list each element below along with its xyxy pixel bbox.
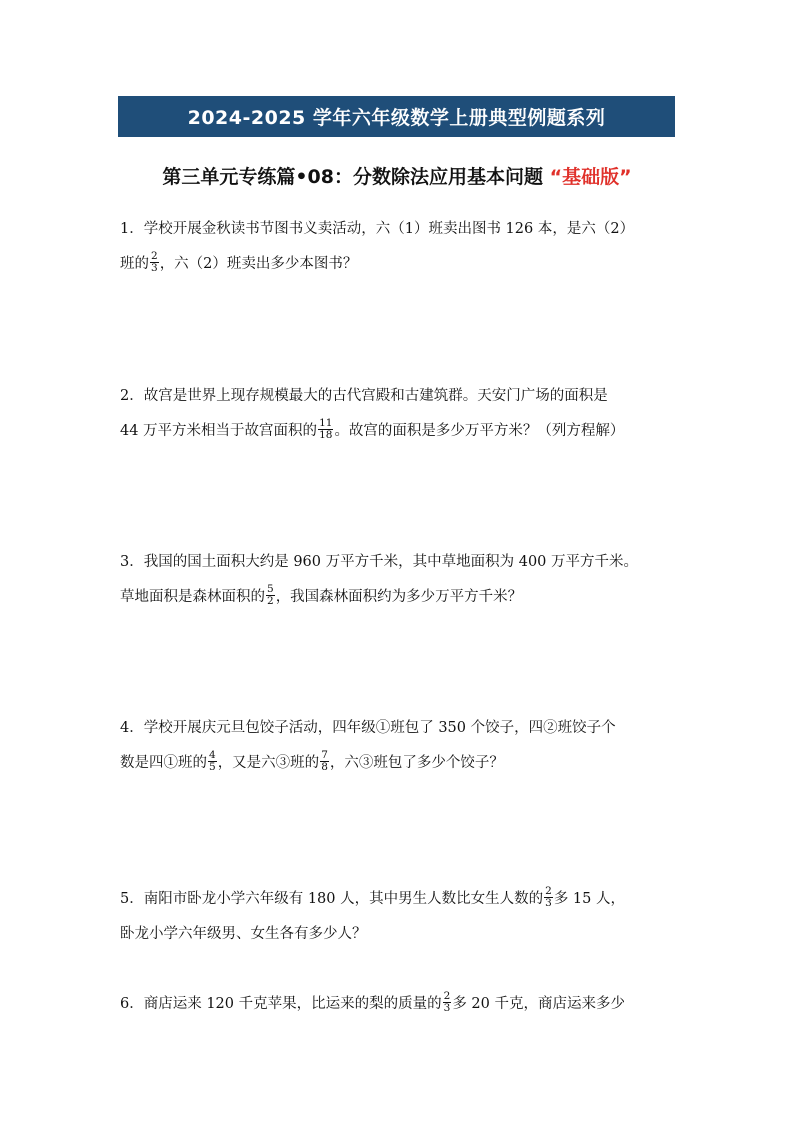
question-line: 4．学校开展庆元旦包饺子活动，四年级①班包了 350 个饺子，四②班饺子个 bbox=[120, 720, 616, 736]
fraction: $\frac{2}{3}$ bbox=[443, 990, 451, 1014]
worksheet-title bbox=[0, 162, 794, 189]
worksheet-title-main: 第三单元专练篇•08：分数除法应用基本问题 bbox=[162, 166, 543, 188]
question-4 bbox=[120, 709, 680, 779]
question-line: 草地面积是森林面积的 $\frac{5}{2}$ ，我国森林面积约为多少万平方千米？ bbox=[120, 583, 523, 607]
question-line: 班的 $\frac{2}{3}$ ，六（2）班卖出多少本图书？ bbox=[120, 250, 358, 274]
series-title: 2024-2025 学年六年级数学上册典型例题系列 bbox=[187, 107, 606, 129]
question-line: 3．我国的国土面积大约是 960 万平方千米，其中草地面积为 400 万平方千米。 bbox=[120, 554, 639, 570]
question-line: 6．商店运来 120 千克苹果，比运来的梨的质量的 $\frac{2}{3}$ 多 20 千克，商店运来多少 bbox=[120, 990, 625, 1014]
series-banner bbox=[118, 96, 675, 137]
fraction: $\frac{7}{8}$ bbox=[321, 749, 328, 773]
fraction: $\frac{5}{2}$ bbox=[267, 583, 274, 607]
question-3 bbox=[120, 543, 680, 613]
question-2 bbox=[120, 377, 680, 447]
question-line: 卧龙小学六年级男、女生各有多少人？ bbox=[120, 926, 367, 942]
question-6 bbox=[120, 985, 680, 1020]
question-line: 1．学校开展金秋读书节图书义卖活动，六（1）班卖出图书 126 本，是六（2） bbox=[120, 221, 635, 237]
fraction: $\frac{2}{3}$ bbox=[545, 885, 552, 909]
question-line: 44 万平方米相当于故宫面积的 $\frac{11}{18}$ 。故宫的面积是多少万平方米？（列方程解） bbox=[120, 417, 625, 441]
question-line: 5．南阳市卧龙小学六年级有 180 人，其中男生人数比女生人数的 $\frac{2}{3}$ 多 15 人， bbox=[120, 885, 625, 909]
question-line: 2．故宫是世界上现存规模最大的古代宫殿和古建筑群。天安门广场的面积是 bbox=[120, 388, 608, 404]
question-5 bbox=[120, 880, 680, 950]
fraction: $\frac{11}{18}$ bbox=[319, 417, 333, 441]
level-badge: “基础版” bbox=[549, 166, 632, 188]
question-line: 数是四①班的 $\frac{4}{5}$ ，又是六③班的 $\frac{7}{8}$ ，六③班包了多少个饺子？ bbox=[120, 749, 504, 773]
question-1 bbox=[120, 210, 680, 280]
fraction: $\frac{4}{5}$ bbox=[209, 749, 216, 773]
fraction: $\frac{2}{3}$ bbox=[151, 250, 158, 274]
